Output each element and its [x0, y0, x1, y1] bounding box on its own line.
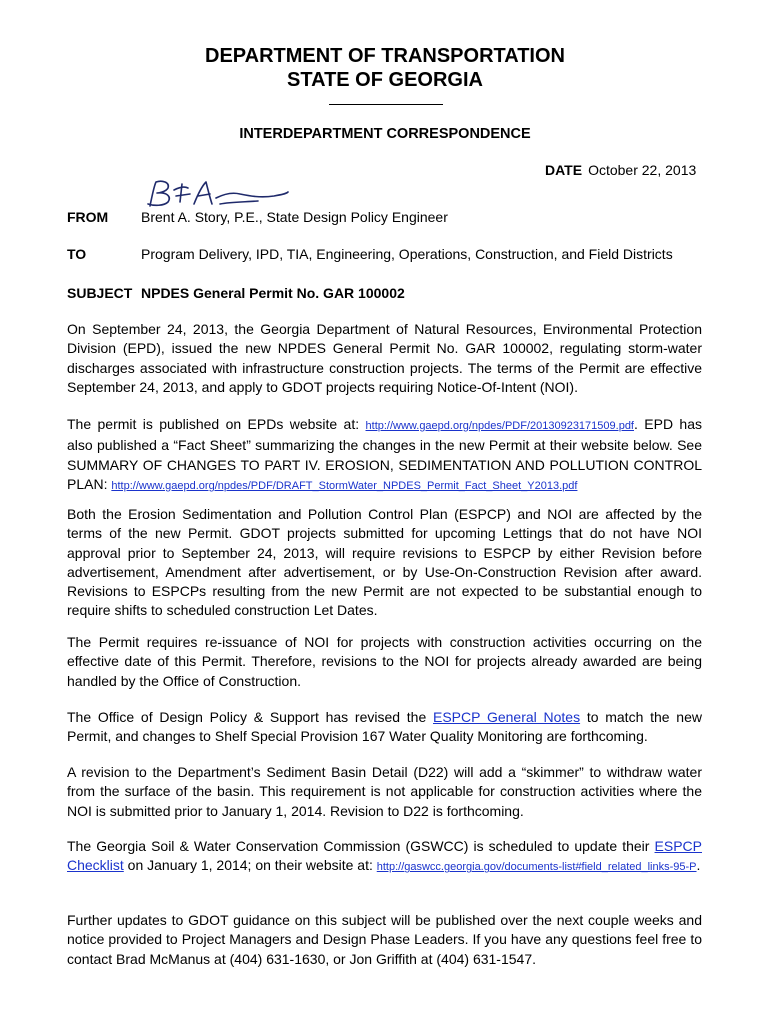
- from-value: Brent A. Story, P.E., State Design Policy Engineer: [141, 209, 448, 225]
- paragraph-further-updates: Further updates to GDOT guidance on this subject will be published over the next couple weeks and notice provided to Project Managers and Design Phase Leaders. If you have any questions feel free to contact Brad McManus at (404) 631-1630, or Jon Griffith at (404) 631-1547.: [67, 912, 702, 967]
- gswcc-website-link[interactable]: http://gaswcc.georgia.gov/documents-list#field_related_links-95-P: [376, 861, 697, 874]
- paragraph-gswcc: [67, 837, 702, 878]
- department-title: DEPARTMENT OF TRANSPORTATION: [205, 45, 565, 67]
- to-label: TO: [67, 246, 87, 262]
- p5-text-a: The Office of Design Policy & Support has revised the: [67, 709, 433, 725]
- paragraph-epd-permit: On September 24, 2013, the Georgia Department of Natural Resources, Environmental Protection Division (EPD), issued the new NPDES General Permit No. GAR 100002, regulating storm-water discharges associated with infrastructure construction projects. The terms of the Permit are effective September 24, 2013, and apply to GDOT projects requiring Notice-Of-Intent (NOI).: [67, 321, 702, 395]
- espcp-checklist-link[interactable]: ESPCP Checklist: [67, 838, 702, 874]
- subject-value: NPDES General Permit No. GAR 100002: [141, 285, 405, 301]
- p2-text-b: . EPD has also published a “Fact Sheet” summarizing the changes in the new Permit at their website below. See SUMMARY OF CHANGES TO PART IV. EROSION, SEDIMENTATION AND POLLUTION CONTROL PLAN:: [67, 416, 703, 492]
- to-value: Program Delivery, IPD, TIA, Engineering, Operations, Construction, and Field Districts: [141, 246, 673, 262]
- p7-text-a: The Georgia Soil & Water Conservation Commission (GSWCC) is scheduled to update their: [67, 838, 655, 854]
- paragraph-general-notes: [67, 708, 702, 747]
- paragraph-permit-website: [67, 415, 702, 496]
- date-value: October 22, 2013: [588, 162, 697, 178]
- date-label: DATE: [545, 162, 583, 178]
- paragraph-noi-reissuance: The Permit requires re-issuance of NOI for projects with construction activities occurring on the effective date of this Permit. Therefore, revisions to the NOI for projects already awarded are being handled by the Office of Construction.: [67, 634, 702, 689]
- p7-text-b: on January 1, 2014; on their website at:: [123, 857, 377, 874]
- fact-sheet-link[interactable]: http://www.gaepd.org/npdes/PDF/DRAFT_StormWater_NPDES_Permit_Fact_Sheet_Y2013.pdf: [111, 479, 578, 492]
- title-divider: [329, 104, 443, 105]
- p5-text-b: to match the new Permit, and changes to Shelf Special Provision 167 Water Quality Monitoring are forthcoming.: [67, 709, 702, 745]
- paragraph-espcp-noi: Both the Erosion Sedimentation and Pollution Control Plan (ESPCP) and NOI are affected by the terms of the new Permit. GDOT projects submitted for upcoming Lettings that do not have NOI approval prior to September 24, 2013, will require revisions to ESPCP by either Revision before advertisement, Amendment after advertisement, or by Use-On-Construction Revision after award. Revisions to ESPCPs resulting from the new Permit are not expected to be substantial enough to require shifts to scheduled construction Let Dates.: [67, 506, 702, 619]
- p7-text-c: .: [696, 857, 701, 874]
- from-label: FROM: [67, 209, 109, 225]
- date-line: [545, 162, 696, 178]
- correspondence-heading: INTERDEPARTMENT CORRESPONDENCE: [239, 126, 531, 142]
- espcp-general-notes-link[interactable]: ESPCP General Notes: [433, 709, 581, 725]
- permit-pdf-link[interactable]: http://www.gaepd.org/npdes/PDF/20130923171509.pdf: [365, 420, 634, 432]
- p2-text-a: The permit is published on EPDs website at:: [67, 416, 366, 432]
- subject-label: SUBJECT: [67, 285, 133, 301]
- paragraph-sediment-basin: A revision to the Department’s Sediment Basin Detail (D22) will add a “skimmer” to withdraw water from the surface of the basin. This requirement is not applicable for construction activities where the NOI is submitted prior to January 1, 2014. Revision to D22 is forthcoming.: [67, 764, 702, 819]
- state-title: STATE OF GEORGIA: [287, 69, 483, 91]
